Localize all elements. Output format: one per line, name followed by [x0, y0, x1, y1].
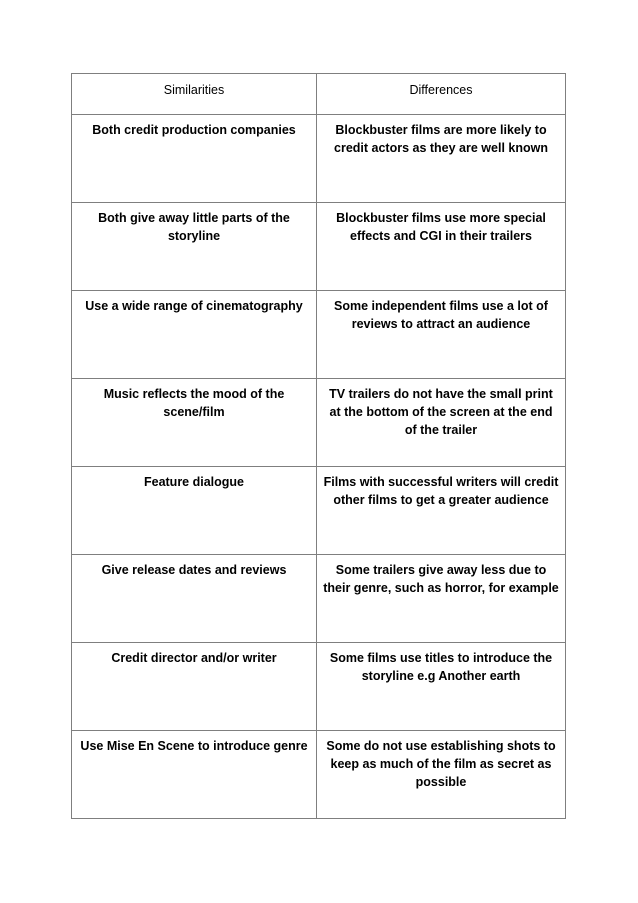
difference-cell: Blockbuster films use more special effects and CGI in their trailers	[317, 203, 566, 291]
similarity-cell: Feature dialogue	[72, 467, 317, 555]
table-row	[72, 731, 566, 819]
table-row	[72, 379, 566, 467]
difference-cell: Some independent films use a lot of reviews to attract an audience	[317, 291, 566, 379]
difference-cell: Films with successful writers will credit other films to get a greater audience	[317, 467, 566, 555]
comparison-table	[71, 73, 566, 819]
similarity-cell: Music reflects the mood of the scene/film	[72, 379, 317, 467]
table-row	[72, 115, 566, 203]
similarity-cell: Both give away little parts of the storyline	[72, 203, 317, 291]
table-row	[72, 643, 566, 731]
similarity-cell: Use a wide range of cinematography	[72, 291, 317, 379]
table-row	[72, 467, 566, 555]
similarity-cell: Give release dates and reviews	[72, 555, 317, 643]
header-similarities: Similarities	[72, 74, 317, 115]
similarity-cell: Use Mise En Scene to introduce genre	[72, 731, 317, 819]
difference-cell: Some trailers give away less due to their genre, such as horror, for example	[317, 555, 566, 643]
table-row	[72, 291, 566, 379]
difference-cell: Some do not use establishing shots to keep as much of the film as secret as possible	[317, 731, 566, 819]
difference-cell: Some films use titles to introduce the storyline e.g Another earth	[317, 643, 566, 731]
header-differences: Differences	[317, 74, 566, 115]
table-header-row	[72, 74, 566, 115]
difference-cell: Blockbuster films are more likely to credit actors as they are well known	[317, 115, 566, 203]
table-row	[72, 555, 566, 643]
similarity-cell: Credit director and/or writer	[72, 643, 317, 731]
table-row	[72, 203, 566, 291]
difference-cell: TV trailers do not have the small print at the bottom of the screen at the end of the trailer	[317, 379, 566, 467]
similarity-cell: Both credit production companies	[72, 115, 317, 203]
